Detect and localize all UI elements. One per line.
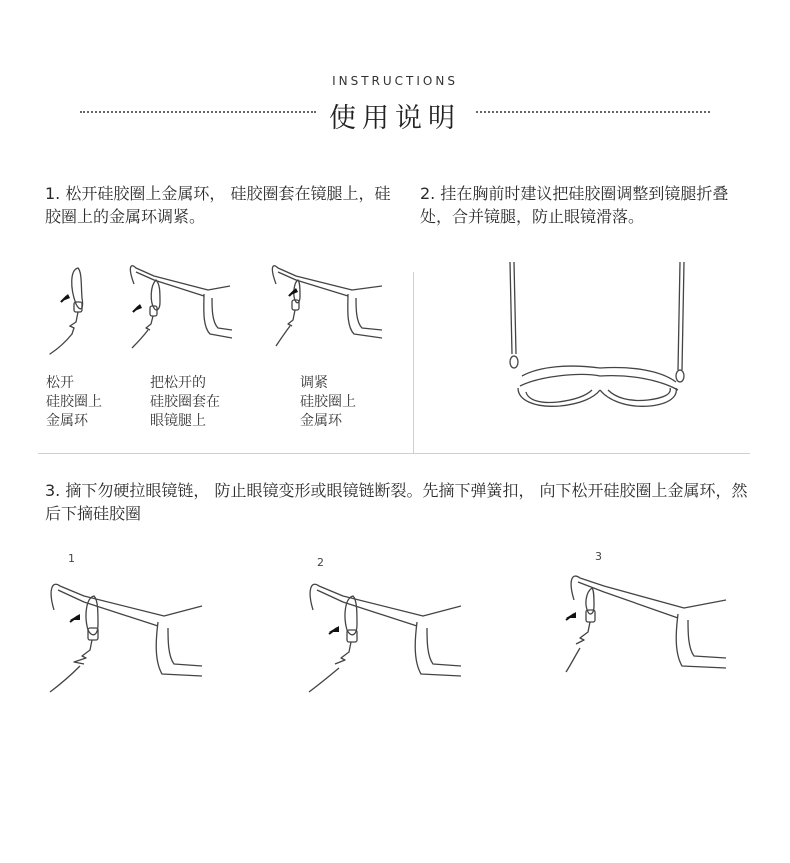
vertical-divider bbox=[413, 272, 414, 454]
remove-loop-illustration bbox=[560, 570, 730, 690]
step-1-text: 1. 松开硅胶圈上金属环， 硅胶圈套在镜腿上，硅胶圈上的金属环调紧。 bbox=[45, 184, 391, 226]
section-subtitle: INSTRUCTIONS bbox=[332, 74, 458, 88]
caption-tighten: 调紧 硅胶圈上 金属环 bbox=[300, 375, 356, 429]
loop-on-temple-illustration bbox=[118, 262, 238, 352]
diagram-number-1: 1 bbox=[68, 552, 75, 565]
step-2-text: 2. 挂在胸前时建议把硅胶圈调整到镜腿折叠处，合并镜腿，防止眼镜滑落。 bbox=[420, 184, 729, 226]
page-title: 使用说明 bbox=[329, 103, 461, 134]
caption-attach: 把松开的 硅胶圈套在 眼镜腿上 bbox=[150, 375, 220, 429]
diagram-number-3: 3 bbox=[595, 550, 602, 563]
loosen-ring-illustration bbox=[40, 258, 110, 358]
title-divider-right bbox=[476, 111, 710, 113]
diagram-number-2: 2 bbox=[317, 556, 324, 569]
tighten-ring-illustration bbox=[262, 262, 387, 352]
caption-loosen: 松开 硅胶圈上 金属环 bbox=[46, 375, 102, 429]
hanging-glasses-illustration bbox=[500, 258, 700, 418]
remove-clasp-illustration bbox=[44, 576, 204, 696]
step-3-text: 3. 摘下勿硬拉眼镜链， 防止眼镜变形或眼镜链断裂。先摘下弹簧扣， 向下松开硅胶圈上金属环，然后下摘硅胶圈 bbox=[45, 481, 748, 523]
horizontal-divider bbox=[38, 453, 750, 454]
loosen-ring-remove-illustration bbox=[303, 576, 463, 696]
